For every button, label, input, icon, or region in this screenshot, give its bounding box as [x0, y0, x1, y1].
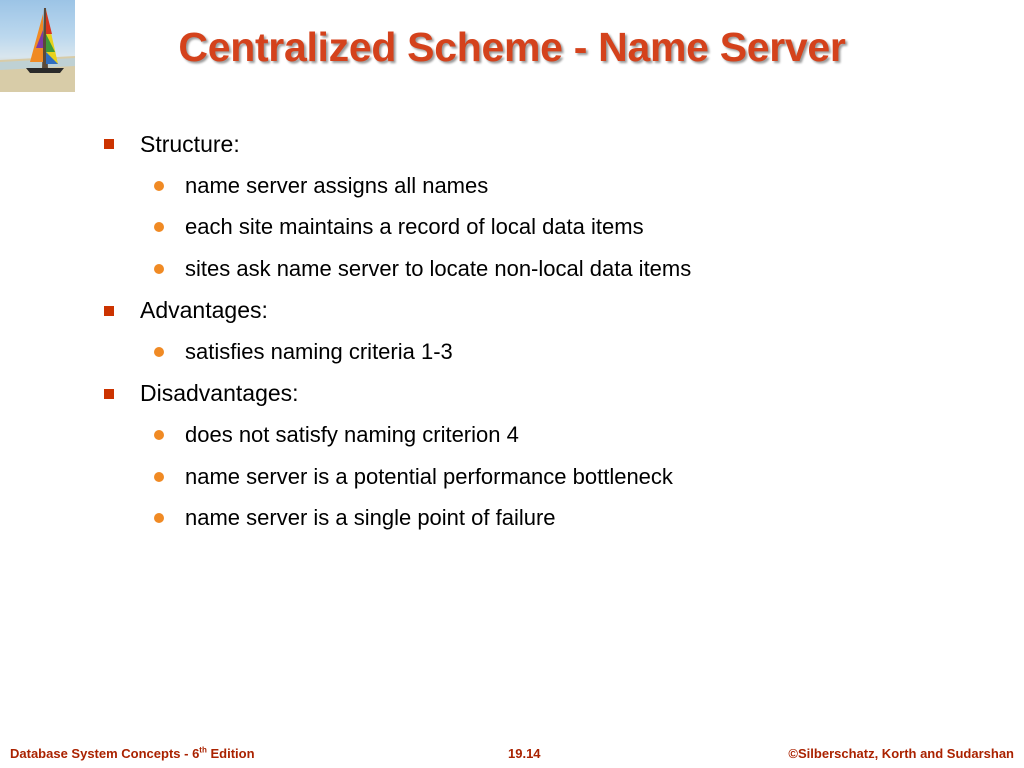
- footer-page-number: 19.14: [508, 746, 541, 761]
- slide-title: Centralized Scheme - Name Server: [178, 24, 846, 70]
- list-item: each site maintains a record of local data items: [185, 214, 644, 239]
- footer-book-prefix: Database System Concepts - 6: [10, 746, 200, 761]
- list-item: name server is a potential performance bottleneck: [185, 464, 673, 489]
- footer-book-title: [10, 746, 255, 761]
- circle-bullet-icon: [154, 222, 164, 232]
- footer-book-sup: th: [199, 745, 207, 755]
- circle-bullet-icon: [154, 430, 164, 440]
- list-item: satisfies naming criteria 1-3: [185, 339, 453, 364]
- circle-bullet-icon: [154, 472, 164, 482]
- list-item: name server is a single point of failure: [185, 505, 556, 530]
- circle-bullet-icon: [154, 347, 164, 357]
- list-item: does not satisfy naming criterion 4: [185, 422, 519, 447]
- list-item: name server assigns all names: [185, 173, 489, 198]
- footer-copyright: ©Silberschatz, Korth and Sudarshan: [788, 746, 1014, 761]
- square-bullet-icon: [104, 306, 114, 316]
- circle-bullet-icon: [154, 264, 164, 274]
- section-heading-advantages: Advantages:: [140, 297, 268, 323]
- square-bullet-icon: [104, 139, 114, 149]
- circle-bullet-icon: [154, 513, 164, 523]
- footer-book-suffix: Edition: [206, 746, 255, 761]
- section-heading-disadvantages: Disadvantages:: [140, 380, 299, 406]
- list-item: sites ask name server to locate non-local data items: [185, 256, 692, 281]
- section-heading-structure: Structure:: [140, 131, 240, 157]
- circle-bullet-icon: [154, 181, 164, 191]
- square-bullet-icon: [104, 389, 114, 399]
